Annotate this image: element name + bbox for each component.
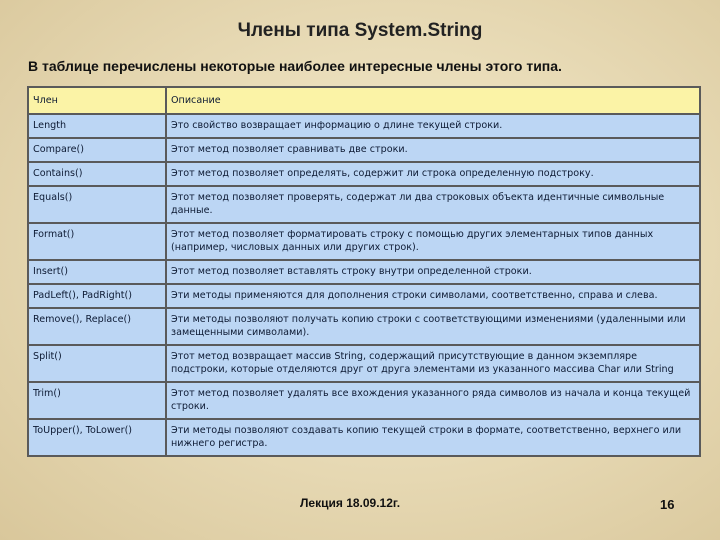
table-row [29,261,699,283]
table-row [29,309,699,344]
member-description: Этот метод позволяет удалять все вхождения указанного ряда символов из начала и конца текущей строки. [167,383,699,418]
member-description: Этот метод позволяет проверять, содержат ли два строковых объекта идентичные символьные данные. [167,187,699,222]
member-name: Length [29,115,165,137]
member-name: Compare() [29,139,165,161]
slide-subtitle: В таблице перечислены некоторые наиболее интересные члены этого типа. [28,58,562,74]
member-description: Эти методы применяются для дополнения строки символами, соответственно, справа и слева. [167,285,699,307]
member-name: ToUpper(), ToLower() [29,420,165,455]
member-name: Equals() [29,187,165,222]
member-name: Insert() [29,261,165,283]
table-header-row [29,88,699,113]
footer-lecture-date: Лекция 18.09.12г. [300,496,401,510]
table-row [29,420,699,455]
member-description: Эти методы позволяют создавать копию текущей строки в формате, соответственно, верхнего или нижнего регистра. [167,420,699,455]
slide-title: Члены типа System.String [237,20,483,41]
member-description: Этот метод позволяет форматировать строку с помощью других элементарных типов данных (например, числовых данных или других строк). [167,224,699,259]
member-description: Этот метод позволяет определять, содержит ли строка определенную подстроку. [167,163,699,185]
member-description: Это свойство возвращает информацию о длине текущей строки. [167,115,699,137]
member-name: Remove(), Replace() [29,309,165,344]
table-row [29,285,699,307]
table-row [29,139,699,161]
member-name: Trim() [29,383,165,418]
member-name: Format() [29,224,165,259]
member-description: Этот метод возвращает массив String, содержащий присутствующие в данном экземпляре подстроки, которые отделяются друг от друга элементами из указанного массива Char или String [167,346,699,381]
table-row [29,163,699,185]
member-description: Этот метод позволяет сравнивать две строки. [167,139,699,161]
member-name: PadLeft(), PadRight() [29,285,165,307]
table-row [29,187,699,222]
header-description: Описание [167,88,699,113]
member-description: Эти методы позволяют получать копию строки с соответствующими изменениями (удаленными или замещенными символами). [167,309,699,344]
table-row [29,115,699,137]
page-number: 16 [660,497,675,512]
table-row [29,224,699,259]
member-name: Split() [29,346,165,381]
member-description: Этот метод позволяет вставлять строку внутри определенной строки. [167,261,699,283]
table-row [29,346,699,381]
member-name: Contains() [29,163,165,185]
header-member: Член [29,88,165,113]
members-table [27,86,701,457]
table-row [29,383,699,418]
